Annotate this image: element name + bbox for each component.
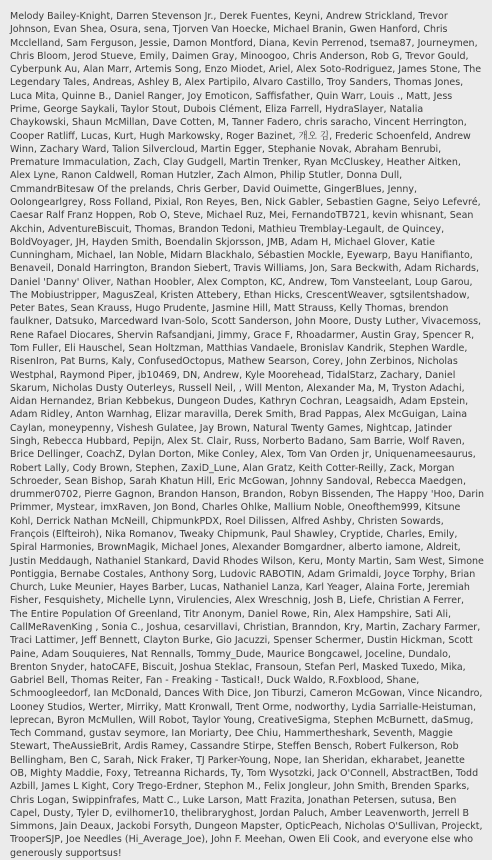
supporter-credits-text: Melody Bailey-Knight, Darren Stevenson Jr., Derek Fuentes, Keyni, Andrew Strickland, Trevor Johnson, Evan Shea, Osura, sena, Tjorven Van Hoecke, Michael Branin, Gwen Hanford, Chris Mcclelland, Sam Ferguson, Jessie, Damon Montford, Diana, Kevin Perrenod, tsema87, Journeymen, Chris Bloom, Jerod Stueve, Emily, Daimen Gray, Minoogoo, Chris Anderson, Rob G, Trevor Gould, Cyberpunk Au, Alan Marr, Artemis Song, Enzo Miodet, Ariel, Alex Soto-Rodriguez, James Stone, The Legendary Tales, Andreas, Ashley B, Alex Partipilo, Alvaro Castillo, Troy Sanders, Thomas Jones, Luca Mita, Quinne B., Daniel Ranger, Joy Emoticon, Saffisfather, Quin Warr, Louis ., Matt, Jess Prime, George Saykali, Taylor Stout, Dubois Clément, Eliza Farrell, HydraSlayer, Natalia Chaykowski, Shaun McMillan, Dave Cotten, M, Tanner Fadero, chris saracho, Vincent Herrington, Cooper Ratliff, Lucas, Kurt, Hugh Markowsky, Roger Bazinet, 개오 김, Frederic Schoenfeld, Andrew Winn, Zachary Ward, Talion Silvercloud, Martin Egger, Stephanie Novak, Abraham Benrubi, Premature Immaculation, Zach, Clay Gudgell, Martin Trenker, Ryan McCluskey, Heather Aitken, Alex Lyne, Ranon Caldwell, Roman Hutzler, Zach Almon, Philip Stutler, Donna Dull, CmmandrBitesaw Of the prelands, Chris Gerber, David Ouimette, GingerBlues, Jenny, Oolongearlgrey, Ross Folland, Pixial, Ron Reyes, Ben, Nick Gabler, Sebastien Gagne, Seiyo Lefevré, Caesar Ralf Franz Hoppen, Rob O, Steve, Michael Ruz, Mei, FernandoTB721, kevin whisnant, Sean Akchin, AdventureBiscuit, Thomas, Brandon Tedoni, Mathieu Tremblay-Legault, de Quincey, BoldVoyager, JH, Hayden Smith, Boendalin Skjorsson, JMB, Adam H, Michael Glover, Katie Cunningham, Michael, Ian Noble, Midarn Blackhalo, Sébastien Mockle, Eyewarp, Bayu Hanifianto, Benaveil, Donald Harrington, Brandon Siebert, Travis Williams, Jon, Sara Beckwith, Adam Richards, Daniel 'Danny' Oliver, Nathan Hoobler, Alex Compton, KC, Andrew, Tom Vansteelant, Loup Garou, The Mobiustripper, MagusZeal, Kristen Attebery, Ethan Hicks, CrescentWeaver, sgtsilentshadow, Peter Bates, Sean Krauss, Hugo Prudente, Jasmine Hill, Matt Strauss, Kelly Thomas, brendon faulkner, Datsuko, Marcedward Ivan-Solo, Scott Sanderson, John Moore, Dusty Luther, Vivacemoss, Rene Rafael Diocares, Shervin Rafsandjani, Jimmy, Grace F, Rhoadarmer, Austin Gray, Spencer R, Tom Fuller, Eli Hauschel, Sean Holtzman, Matthias Vandaele, Bronislav Kandrik, Stephen Wardle, RisenIron, Pat Burns, Kaly, ConfusedOctopus, Mathew Searson, Corey, John Zerbinos, Nicholas Westphal, Raymond Piper, jb10469, DN, Andrew, Kyle Moorehead, TidalStarz, Zachary, Daniel Skarum, Nicholas Dusty Outerleys, Russell Neil, , Will Menton, Alexander Ma, M, Tryston Adachi, Aidan Hernandez, Brian Kebbekus, Dungeon Dudes, Kathryn Cochran, Leagsaidh, Adam Epstein, Adam Ridley, Anton Warnhag, Elizar maravilla, Derek Smith, Brad Pappas, Alex McGuigan, Laina Caylan, moneypenny, Vishesh Gulatee, Jay Brown, Natural Twenty Games, Nightcap, Jatinder Singh, Rebecca Hubbard, Pepijn, Alex St. Clair, Russ, Norberto Badano, Sam Barrie, Wolf Raven, Brice Dellinger, CoachZ, Dylan Dorton, Mike Conley, Alex, Tom Van Orden jr, Uniquenameesaurus, Robert Lally, Cody Brown, Stephen, ZaxiD_Lune, Alan Gratz, Keith Cotter-Reilly, Zack, Morgan Schroeder, Sean Bishop, Sarah Khatun Hill, Eric McGowan, Johnny Sandoval, Rebecca Maedgen, drummer0702, Pierre Gagnon, Brandon Hanson, Brandon, Robyn Bissenden, The Happy 'Hoo, Darin Primmer, Mystear, imxRaven, Jon Bond, Charles Ohlke, Mallium Noble, Oneofthem999, Kitsune Kohl, Derrick Nathan McNeill, ChipmunkPDX, Roel Dilissen, Alfred Ashby, Christen Sowards, François (Elfteiroh), Nika Romanov, Tweaky Chipmunk, Paul Shawley, Cryptide, Charles, Emily, Spiral Harmonies, BrownMagik, Michael Jones, Alexander Bomgardner, alberto iamone, Aldreit, Justin Meddaugh, Nathaniel Stankard, David Rhodes Wilson, Keru, Monty Martin, Sam West, Simone Pontiggia, Bernabe Costales, Anthony Sorg, Ludovic RABOTIN, Adam Grimaldi, Joyce Torphy, Brian Church, Luke Meunier, Hayes Barber, Lucas, Nathaniel Lanza, Karl Yeager, Alaina Forte, Jeremiah Fisher, Fesquishety, Michelle Lynn, Virulencies, Alex Wreschnig, Josh B, Liefe, Christian A Ferrer, The Entire Population Of Greenland, Titr Anonym, Daniel Rowe, Rin, Alex Hampshire, Sati Ali, CallMeRavenKing , Sonia C., Joshua, cesarvillavi, Christian, Branndon, Kry, Martin, Zachary Farmer, Traci Lattimer, Jeff Bennett, Clayton Burke, Gio Jacuzzi, Spenser Schermer, Dustin Hickman, Scott Paine, Adam Souquieres, Nat Rennalls, Tommy_Dude, Maurice Bongcawel, Joceline, Dundalo, Brenton Snyder, hatoCAFE, Biscuit, Joshua Steklac, Fransoun, Stefan Perl, Masked Tuxedo, Mika, Gabriel Bell, Thomas Reiter, Fan - Freaking - Tastical!, Duck Waldo, R.Foxblood, Shane, Schmoogleedorf, Ian McDonald, Dances With Dice, Jon Tiburzi, Cameron McGowan, Vince Nicandro, Looney Studios, Werter, Mirriky, Matt Kronwall, Trent Orme, nodworthy, Lydia Sarrialle-Heistuman, leprecan, Byron McMullen, Will Robot, Taylor Young, CreativeSigma, Stephen McBurnett, daSmug, Tech Command, gustav seymore, Ian Moriarty, Dee Chiu, Hammertheshark, Seventh, Maggie Stewart, TheAussieBrit, Ardis Ramey, Cassandre Stirpe, Steffen Bensch, Robert Fulkerson, Rob Bellingham, Ben C, Sarah, Nick Fraker, TJ Parker-Young, Nope, Ian Sheridan, ekharabet, Jeanette OB, Mighty Maddie, Foxy, Tetreanna Richards, Ty, Tom Wysotzki, Jack O'Connell, AbstractBen, Todd Azbill, James L Kight, Cory Trego-Erdner, Stephon M., Felix Jongleur, John Smith, Brenden Sparks, Chris Logan, Swippinfrafes, Matt C., Luke Larson, Matt Frazita, Jonathan Petersen, sutusa, Ben Capel, Dusty, Tyler D, evilhomer10, thelibraryghost, Jordan Paluch, Amber Leavenworth, Jerrell B Simmons, Jain Deaux, Jackobi Forsyth, Dungeon Mapster, OpticPeach, Nicholas O'Sullivan, Projeckt, TrooperSJP, Joe Needles (Hi_Average_Joe), John F. Meehan, Owen Eli Cook, and everyone else who generously supportsus! bbox=[10, 11, 484, 859]
